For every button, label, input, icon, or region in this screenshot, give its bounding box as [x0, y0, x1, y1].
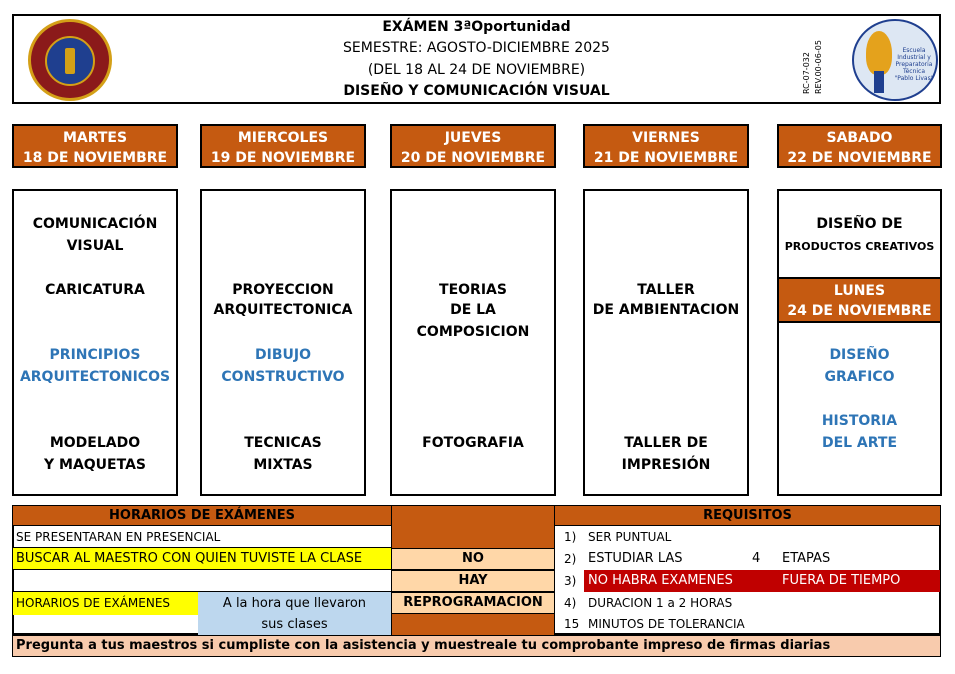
column-miercoles [200, 189, 366, 496]
subject-line: MODELADO [49, 435, 141, 451]
program-name: DISEÑO Y COMUNICACIÓN VISUAL [343, 83, 610, 99]
requisito-extra: ETAPAS [782, 551, 831, 566]
day-date: 24 DE NOVIEMBRE [787, 303, 932, 319]
horarios-row-4-value [198, 592, 391, 635]
subject-line: FOTOGRAFIA [422, 435, 524, 451]
day-header-viernes [583, 124, 749, 168]
subject-line: TALLER [637, 282, 695, 298]
day-date: 18 DE NOVIEMBRE [22, 150, 168, 166]
subject-line: COMUNICACIÓN [32, 216, 158, 232]
day-header-sabado [777, 124, 942, 168]
requisito-4 [555, 592, 940, 614]
requisito-text: DURACION 1 a 2 HORAS [588, 596, 733, 610]
semester-label: SEMESTRE: AGOSTO-DICIEMBRE 2025 [343, 40, 610, 56]
subject-line: PROYECCION [232, 282, 334, 298]
school-torch-logo [852, 19, 938, 101]
day-header-miercoles [200, 124, 366, 168]
day-name: VIERNES [632, 130, 700, 146]
middle-header-fill [391, 506, 555, 548]
day-name: MIERCOLES [237, 130, 329, 146]
subject-line: PRODUCTOS CREATIVOS [784, 240, 935, 253]
requisito-text: MINUTOS DE TOLERANCIA [588, 617, 745, 631]
subject-line: DIBUJO [255, 347, 311, 363]
header-box [12, 14, 941, 104]
date-range: (DEL 18 AL 24 DE NOVIEMBRE) [367, 62, 586, 78]
schedule-value-line: sus clases [261, 617, 328, 632]
subject-line: DISEÑO [829, 347, 890, 363]
requisito-number: 1) [564, 530, 577, 544]
day-header-lunes [779, 277, 940, 323]
subject-line: HISTORIA [821, 413, 898, 429]
logo-text: Escuela Industrial y Preparatoria Técnica "Pablo Livas" [894, 47, 934, 82]
day-name: JUEVES [444, 130, 502, 146]
subject-line: DISEÑO DE [816, 216, 903, 232]
subject-line: TEORIAS [439, 282, 507, 298]
subject-line: DE LA COMPOSICION [416, 302, 530, 340]
footer-note: Pregunta a tus maestros si cumpliste con la asistencia y muestreale tu comprobante impreso de firmas diarias [12, 635, 941, 657]
column-martes [12, 189, 178, 496]
subject-line: MIXTAS [253, 457, 313, 473]
requisito-text: SER PUNTUAL [588, 530, 672, 544]
requisito-1 [555, 527, 940, 548]
requisito-5 [555, 614, 940, 635]
horarios-row-4-label: HORARIOS DE EXÁMENES [13, 592, 198, 615]
day-name: LUNES [833, 283, 886, 299]
torch-icon [874, 71, 884, 93]
horarios-row-1: SE PRESENTARAN EN PRESENCIAL [13, 527, 391, 548]
subject-line: TALLER DE [624, 435, 708, 451]
subject-line: GRAFICO [824, 369, 895, 385]
subject-line: Y MAQUETAS [44, 457, 146, 473]
requisito-count: 4 [752, 551, 761, 566]
day-date: 20 DE NOVIEMBRE [400, 150, 546, 166]
exam-title: EXÁMEN 3ªOportunidad [382, 19, 571, 35]
subject-line: CARICATURA [45, 282, 145, 298]
horarios-row-3 [13, 570, 391, 592]
day-name: MARTES [62, 130, 128, 146]
hay-cell: HAY [391, 570, 555, 592]
no-cell: NO [391, 548, 555, 570]
subject-line: ARQUITECTONICOS [19, 369, 171, 385]
subject-line: ARQUITECTONICA [213, 302, 353, 318]
day-date: 19 DE NOVIEMBRE [210, 150, 356, 166]
day-header-martes [12, 124, 178, 168]
flame-icon [866, 31, 892, 75]
day-name: SABADO [826, 130, 893, 146]
schedule-value-line: A la hora que llevaron [222, 596, 367, 611]
requisito-text: NO HABRA EXAMENES [588, 573, 733, 588]
requisito-text: ESTUDIAR LAS [588, 551, 683, 566]
column-viernes [583, 189, 749, 496]
requisito-number: 2) [564, 552, 577, 566]
subject-line: VISUAL [66, 238, 124, 254]
subject-line: DEL ARTE [821, 435, 898, 451]
horarios-header: HORARIOS DE EXÁMENES [13, 506, 391, 526]
requisito-3 [555, 570, 940, 592]
subject-line: TECNICAS [244, 435, 322, 451]
day-date: 21 DE NOVIEMBRE [593, 150, 739, 166]
doc-code-2: REV.00-06-05 [814, 40, 823, 94]
requisito-extra: FUERA DE TIEMPO [782, 573, 901, 588]
reprogramacion-cell: REPROGRAMACION [391, 592, 555, 614]
column-jueves [390, 189, 556, 496]
column-sabado-lunes [777, 189, 942, 496]
document-code [800, 30, 840, 96]
requisito-number: 4) [564, 596, 577, 610]
requisitos-header: REQUISITOS [555, 506, 940, 526]
requisito-number: 3) [564, 574, 577, 588]
day-date: 22 DE NOVIEMBRE [787, 150, 932, 166]
horarios-row-2: BUSCAR AL MAESTRO CON QUIEN TUVISTE LA CLASE [13, 548, 391, 570]
subject-line: DE AMBIENTACION [592, 302, 740, 318]
subject-line: PRINCIPIOS [49, 347, 141, 363]
subject-line: IMPRESIÓN [621, 457, 711, 473]
middle-footer-fill [391, 614, 555, 635]
requisito-warning [584, 570, 940, 592]
doc-code-1: RC-07-032 [802, 52, 811, 94]
subject-line: CONSTRUCTIVO [221, 369, 345, 385]
day-header-jueves [390, 124, 556, 168]
requisito-2 [555, 548, 940, 570]
requisito-number: 15 [564, 617, 580, 631]
